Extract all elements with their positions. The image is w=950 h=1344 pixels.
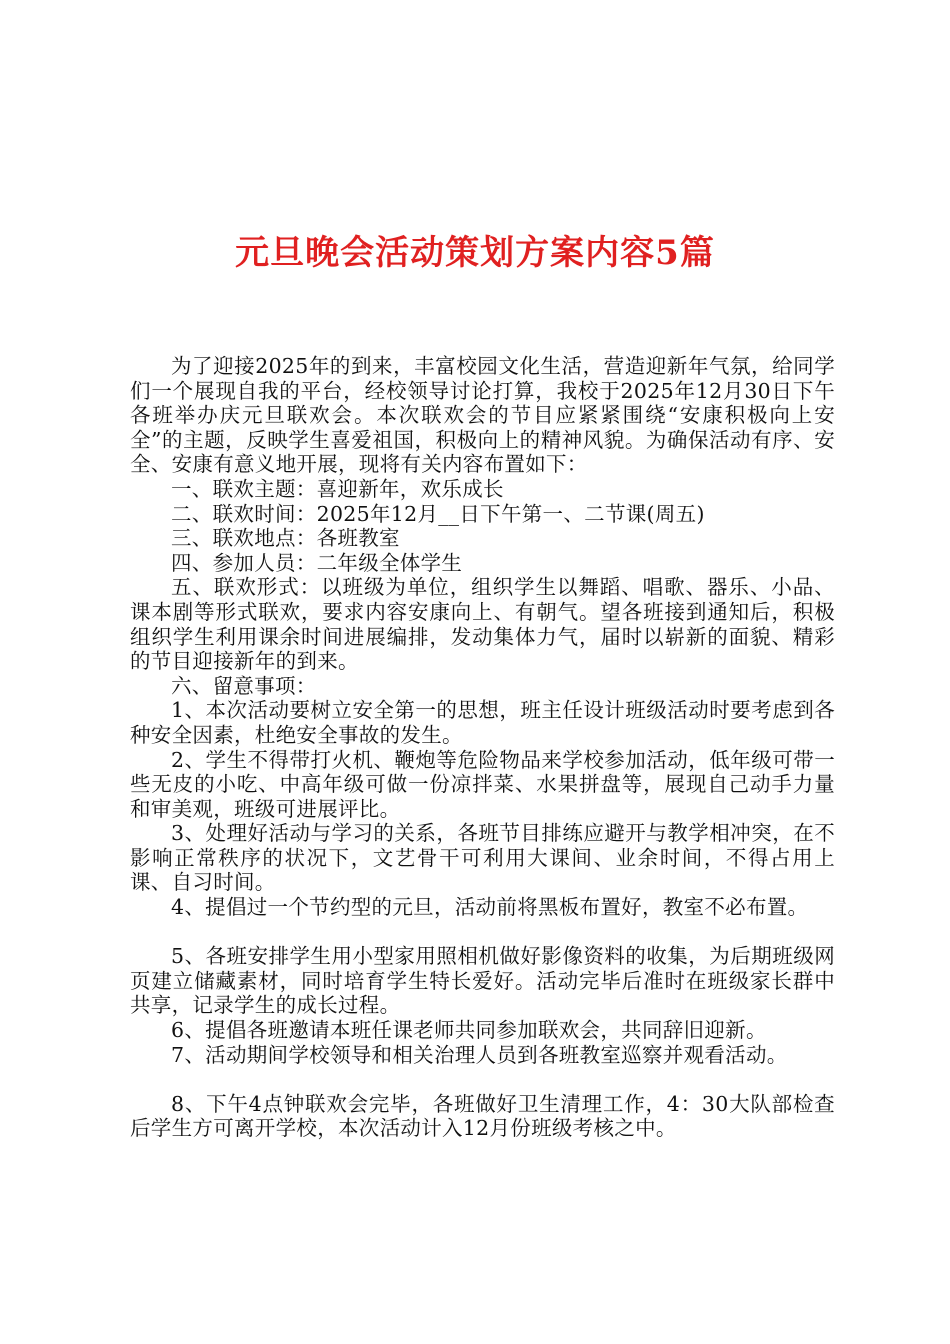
paragraph-format: 五、联欢形式：以班级为单位，组织学生以舞蹈、唱歌、器乐、小品、课本剧等形式联欢，要求内容安康向上、有朝气。望各班接到通知后，积极组织学生利用课余时间进展编排，发动集体力气，届时以崭新的面貌、精彩的节目迎接新年的到来。	[130, 575, 835, 674]
paragraph-note-3: 3、处理好活动与学习的关系，各班节目排练应避开与教学相冲突，在不影响正常秩序的状况下，文艺骨干可利用大课间、业余时间，不得占用上课、自习时间。	[130, 821, 835, 895]
paragraph-intro: 为了迎接2025年的到来，丰富校园文化生活，营造迎新年气氛，给同学们一个展现自我的平台，经校领导讨论打算，我校于2025年12月30日下午各班举办庆元旦联欢会。本次联欢会的节目应紧紧围绕“安康积极向上安全”的主题，反映学生喜爱祖国，积极向上的精神风貌。为确保活动有序、安全、安康有意义地开展，现将有关内容布置如下：	[130, 354, 835, 477]
paragraph-note-6: 6、提倡各班邀请本班任课老师共同参加联欢会，共同辞旧迎新。	[171, 1018, 767, 1043]
paragraph-note-5: 5、各班安排学生用小型家用照相机做好影像资料的收集，为后期班级网页建立储藏素材，同时培育学生特长爱好。活动完毕后准时在班级家长群中共享，记录学生的成长过程。	[130, 944, 835, 1018]
paragraph-notes-heading: 六、留意事项：	[171, 673, 317, 698]
paragraph-time: 二、联欢时间：2025年12月__日下午第一、二节课(周五)	[171, 501, 705, 526]
document-body	[130, 354, 835, 1141]
paragraph-theme: 一、联欢主题：喜迎新年，欢乐成长	[171, 476, 504, 501]
paragraph-note-1: 1、本次活动要树立安全第一的思想，班主任设计班级活动时要考虑到各种安全因素，杜绝安全事故的发生。	[130, 698, 835, 747]
paragraph-location: 三、联欢地点：各班教室	[171, 526, 400, 551]
paragraph-participants: 四、参加人员：二年级全体学生	[171, 550, 463, 575]
document-title: 元旦晚会活动策划方案内容5篇	[235, 232, 715, 273]
paragraph-note-8: 8、下午4点钟联欢会完毕，各班做好卫生清理工作，4：30大队部检查后学生方可离开学校，本次活动计入12月份班级考核之中。	[130, 1091, 835, 1141]
paragraph-note-4: 4、提倡过一个节约型的元旦，活动前将黑板布置好，教室不必布置。	[171, 895, 809, 920]
paragraph-note-2: 2、学生不得带打火机、鞭炮等危险物品来学校参加活动，低年级可带一些无皮的小吃、中高年级可做一份凉拌菜、水果拼盘等，展现自己动手力量和审美观，班级可进展评比。	[130, 747, 835, 821]
paragraph-note-7: 7、活动期间学校领导和相关治理人员到各班教室巡察并观看活动。	[171, 1042, 788, 1067]
